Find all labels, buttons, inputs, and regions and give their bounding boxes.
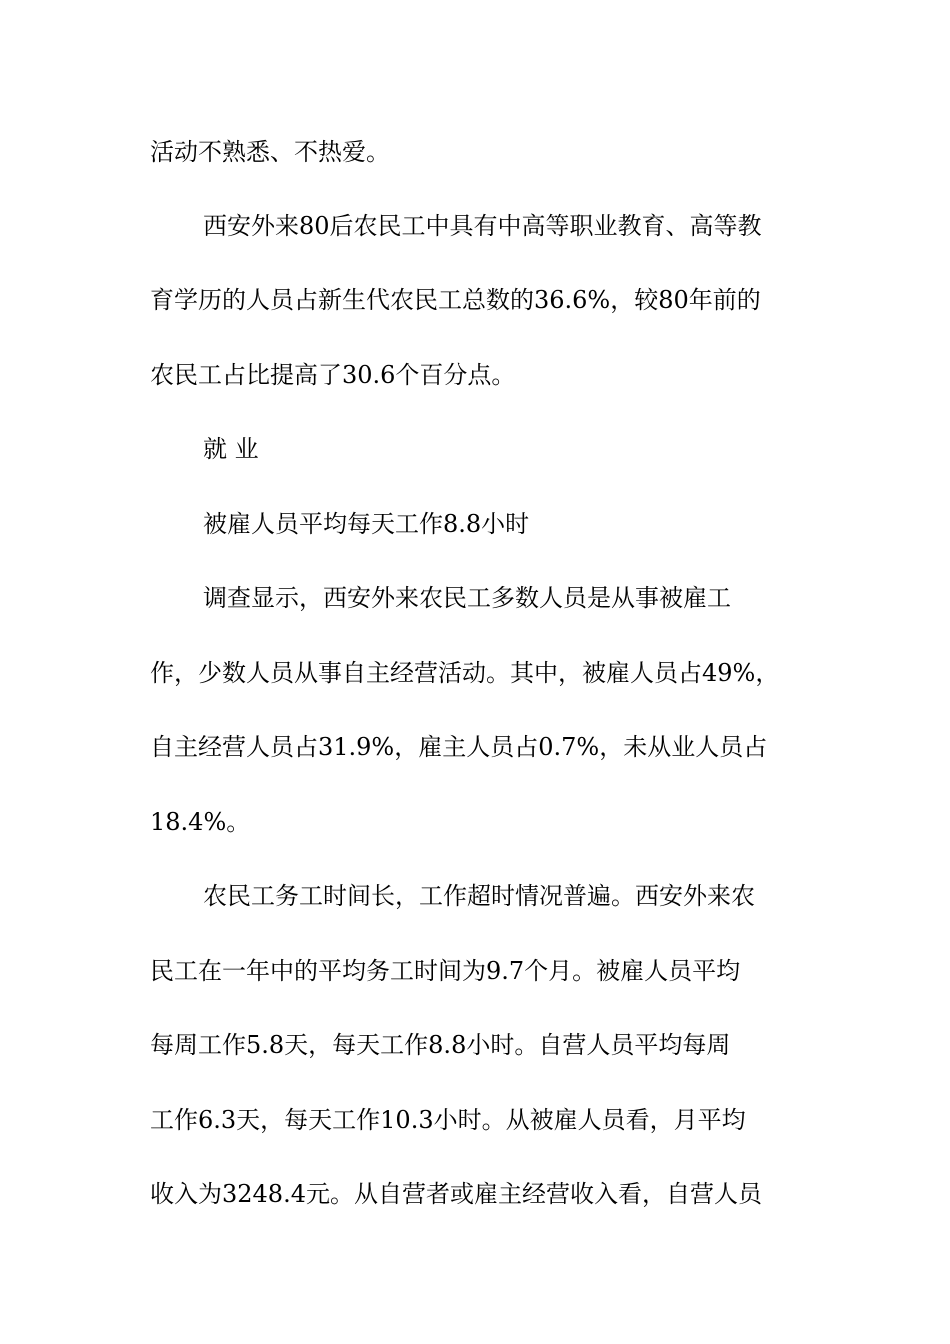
paragraph-line: 育学历的人员占新生代农民工总数的36.6%，较80年前的 [150, 286, 761, 314]
paragraph-line: 调查显示，西安外来农民工多数人员是从事被雇工 [203, 584, 731, 612]
paragraph-line: 农民工占比提高了30.6个百分点。 [150, 361, 516, 389]
paragraph-line: 自主经营人员占31.9%，雇主人员占0.7%，未从业人员占 [150, 733, 768, 761]
section-heading: 就 业 [203, 435, 259, 463]
paragraph-line: 每周工作5.8天，每天工作8.8小时。自营人员平均每周 [150, 1031, 731, 1059]
paragraph-line: 收入为3248.4元。从自营者或雇主经营收入看，自营人员 [150, 1180, 762, 1208]
paragraph-line: 作，少数人员从事自主经营活动。其中，被雇人员占49%， [150, 659, 780, 687]
paragraph-line: 工作6.3天，每天工作10.3小时。从被雇人员看，月平均 [150, 1106, 746, 1134]
paragraph-line: 18.4%。 [150, 808, 251, 836]
paragraph-line: 农民工务工时间长，工作超时情况普遍。西安外来农 [203, 882, 755, 910]
paragraph-line: 西安外来80后农民工中具有中高等职业教育、高等教 [203, 212, 762, 240]
paragraph-line: 民工在一年中的平均务工时间为9.7个月。被雇人员平均 [150, 957, 741, 985]
subsection-heading: 被雇人员平均每天工作8.8小时 [203, 510, 530, 538]
paragraph-line: 活动不熟悉、不热爱。 [150, 138, 390, 166]
